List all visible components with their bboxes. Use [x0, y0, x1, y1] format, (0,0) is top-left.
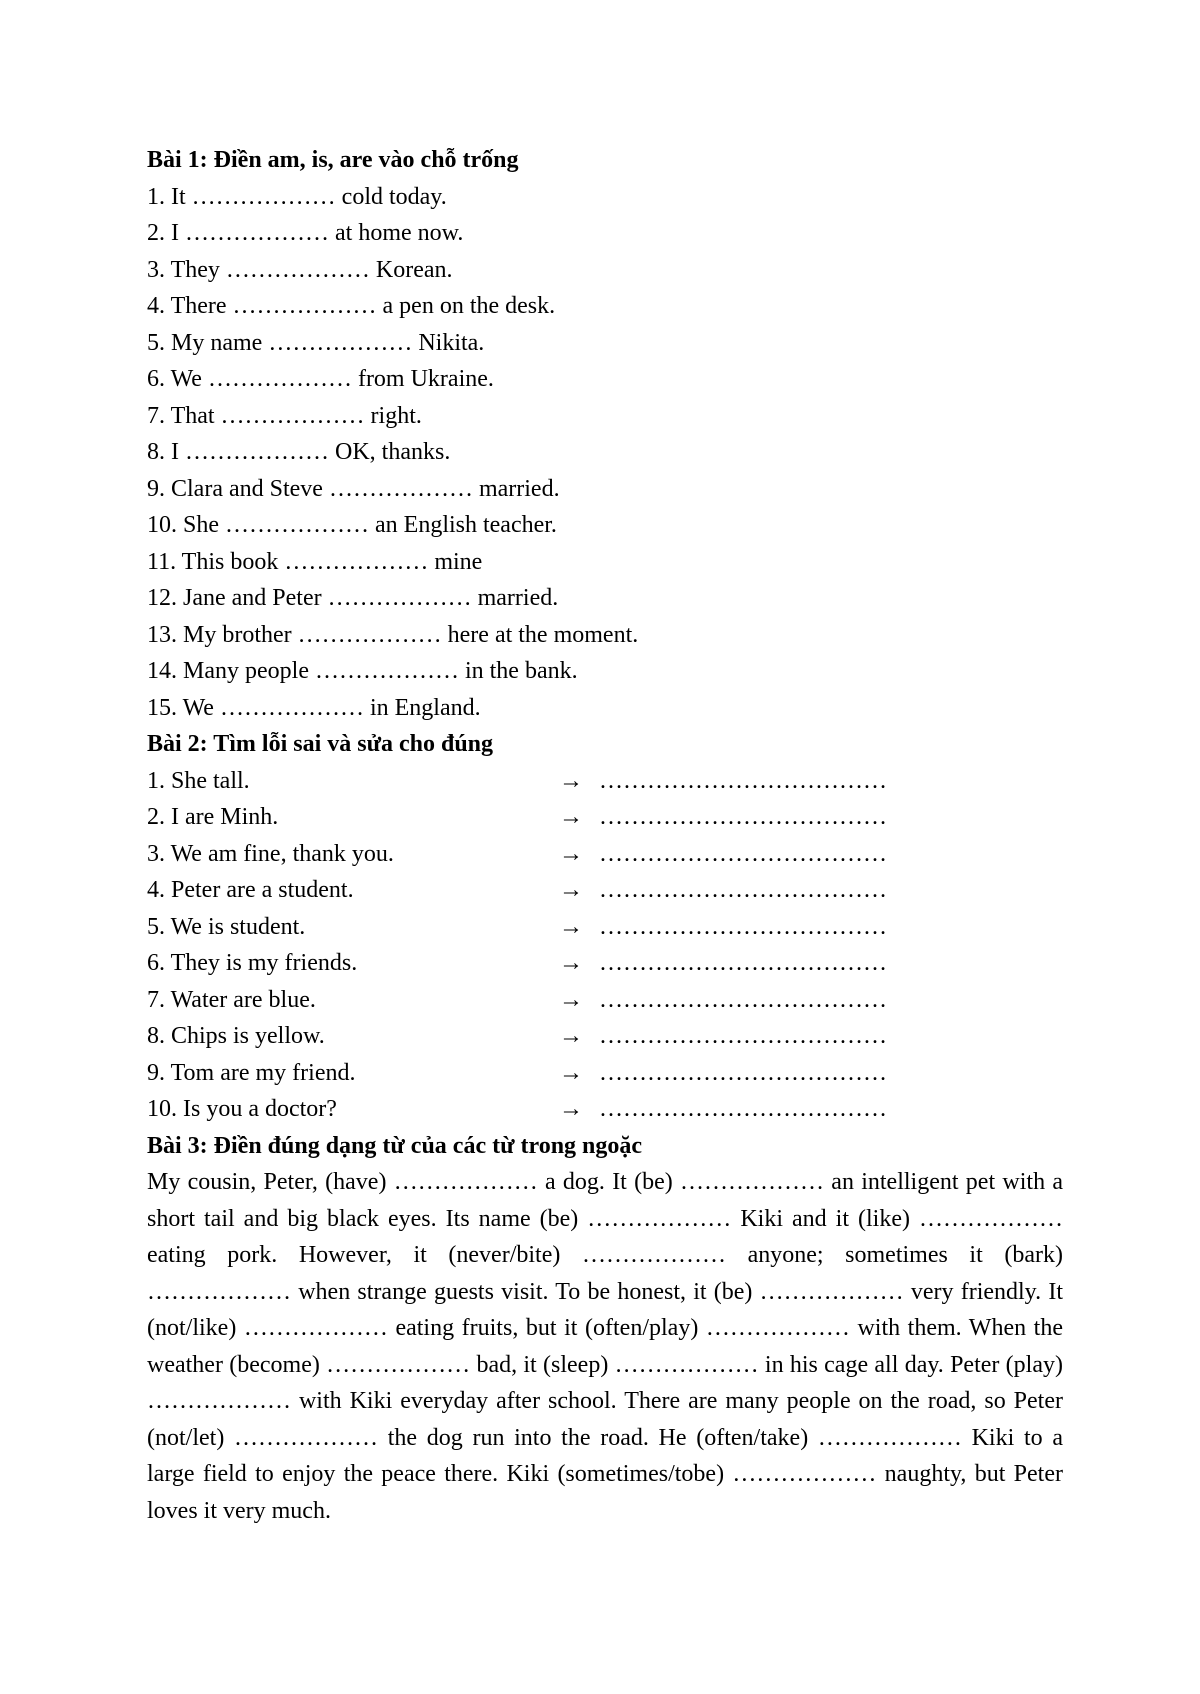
- exercise-2-row: [147, 799, 1063, 836]
- answer-blank: ………………………………: [599, 804, 887, 830]
- incorrect-sentence: 2. I are Minh.: [147, 804, 279, 830]
- arrow-icon: →: [559, 950, 583, 976]
- exercise-3-title: Bài 3: Điền đúng dạng từ của các từ trong ngoặc: [147, 1132, 643, 1159]
- exercise-2-row: [147, 1091, 1063, 1128]
- exercise-1-item: 5. My name ……………… Nikita.: [147, 329, 485, 356]
- arrow-icon: →: [559, 986, 583, 1013]
- incorrect-sentence: 5. We is student.: [147, 913, 306, 940]
- exercise-2-row: [147, 945, 1063, 982]
- worksheet: [147, 142, 1063, 1529]
- exercise-1-item: 9. Clara and Steve ……………… married.: [147, 475, 560, 502]
- exercise-1-item: 13. My brother ……………… here at the moment.: [147, 621, 639, 648]
- exercise-3-paragraph: My cousin, Peter, (have) ……………… a dog. It (be) ……………… an intelligent pet with a short tail and big black eyes. Its name (be) ……………… Kiki and it (like) ……………… eating pork. However, it (never/bite) ……………… anyone; sometimes it (bark) ……………… when strange guests visit. To be honest, it (be) ……………… very friendly. It (not/like) ……………… eating fruits, but it (often/play) ……………… with them. When the weather (become) ……………… bad, it (sleep) ……………… in his cage all day. Peter (play) ……………… with Kiki everyday after school. There are many people on the road, so Peter (not/let) ……………… the dog run into the road. He (often/take) ……………… Kiki to a large field to enjoy the peace there. Kiki (sometimes/tobe) ……………… naughty, but Peter loves it very much.: [147, 1169, 1063, 1524]
- answer-blank: ………………………………: [599, 913, 887, 940]
- answer-blank: ………………………………: [599, 986, 887, 1013]
- exercise-2-row: [147, 1055, 1063, 1092]
- exercise-1-item: 14. Many people ……………… in the bank.: [147, 658, 578, 684]
- exercise-1-item: 4. There ……………… a pen on the desk.: [147, 293, 556, 319]
- arrow-icon: →: [559, 840, 583, 867]
- arrow-icon: →: [559, 913, 583, 940]
- exercise-1-item: 2. I ……………… at home now.: [147, 220, 464, 246]
- answer-blank: ………………………………: [599, 877, 887, 903]
- incorrect-sentence: 10. Is you a doctor?: [147, 1096, 337, 1122]
- answer-blank: ………………………………: [599, 950, 887, 976]
- exercise-1-item: 10. She ……………… an English teacher.: [147, 512, 557, 538]
- arrow-icon: →: [559, 804, 583, 830]
- arrow-icon: →: [559, 1023, 583, 1049]
- exercise-2-list: [147, 763, 1063, 1128]
- incorrect-sentence: 6. They is my friends.: [147, 950, 358, 976]
- answer-blank: ………………………………: [599, 1023, 887, 1049]
- incorrect-sentence: 9. Tom are my friend.: [147, 1059, 356, 1086]
- incorrect-sentence: 4. Peter are a student.: [147, 877, 354, 903]
- arrow-icon: →: [559, 767, 583, 794]
- incorrect-sentence: 8. Chips is yellow.: [147, 1023, 325, 1049]
- exercise-1-item: 8. I ……………… OK, thanks.: [147, 439, 451, 465]
- exercise-1-title: Bài 1: Điền am, is, are vào chỗ trống: [147, 147, 519, 173]
- exercise-1-item: 1. It ……………… cold today.: [147, 183, 447, 210]
- exercise-1-item: 12. Jane and Peter ……………… married.: [147, 585, 559, 611]
- exercise-2-row: [147, 763, 1063, 800]
- arrow-icon: →: [559, 1096, 583, 1122]
- incorrect-sentence: 1. She tall.: [147, 767, 250, 794]
- exercise-2-row: [147, 909, 1063, 946]
- exercise-2-row: [147, 982, 1063, 1019]
- exercise-1-item: 11. This book ……………… mine: [147, 548, 483, 575]
- answer-blank: ………………………………: [599, 1059, 887, 1086]
- answer-blank: ………………………………: [599, 1096, 887, 1122]
- arrow-icon: →: [559, 877, 583, 903]
- exercise-1-list: [147, 179, 1063, 727]
- exercise-1-item: 6. We ……………… from Ukraine.: [147, 366, 494, 392]
- exercise-1-item: 7. That ……………… right.: [147, 402, 422, 429]
- answer-blank: ………………………………: [599, 840, 887, 867]
- answer-blank: ………………………………: [599, 767, 887, 794]
- incorrect-sentence: 3. We am fine, thank you.: [147, 840, 394, 867]
- arrow-icon: →: [559, 1059, 583, 1086]
- exercise-1-item: 15. We ……………… in England.: [147, 694, 481, 721]
- exercise-2-row: [147, 836, 1063, 873]
- exercise-2-row: [147, 1018, 1063, 1055]
- exercise-2-title: Bài 2: Tìm lỗi sai và sửa cho đúng: [147, 731, 494, 757]
- exercise-2-row: [147, 872, 1063, 909]
- exercise-1-item: 3. They ……………… Korean.: [147, 256, 453, 283]
- incorrect-sentence: 7. Water are blue.: [147, 986, 316, 1013]
